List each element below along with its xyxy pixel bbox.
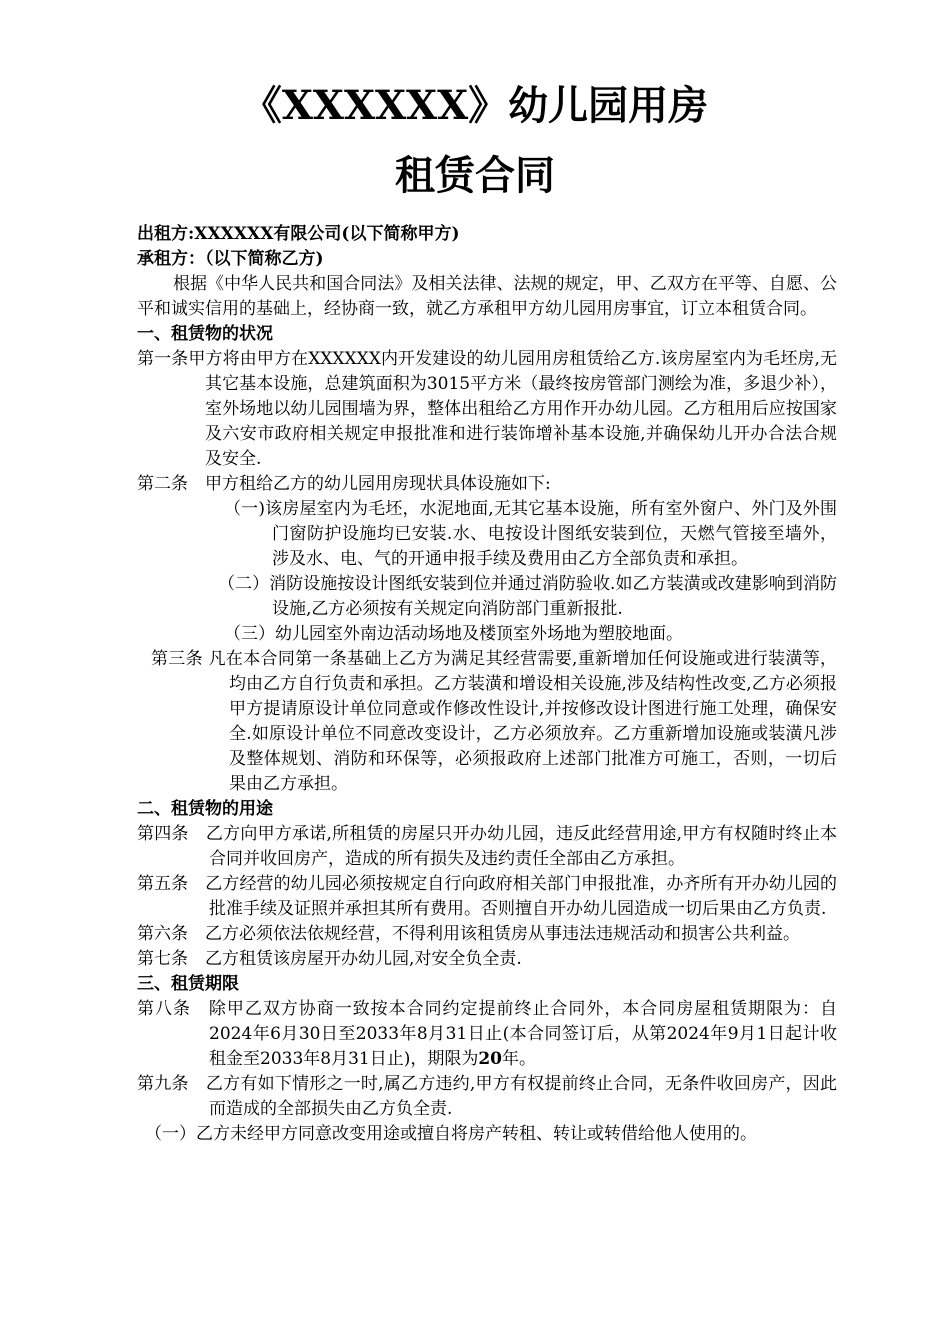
lessee-line: 承租方：（以下简称乙方) [137, 249, 324, 269]
article-1: 第一条甲方将由甲方在XXXXXX内开发建设的幼儿园用房租赁给乙方.该房屋室内为毛坯房,无其它基本设施，总建筑面积为3015平方米（最终按房管部门测绘为准，多退少补），室外场地以幼儿园围墙为界，整体出租给乙方用作开办幼儿园。乙方租用后应按国家及六安市政府相关规定申报批准和进行装饰增补基本设施,并确保幼儿开办合法合规及安全. [137, 349, 837, 469]
section-heading-2: 二、租赁物的用途 [137, 799, 273, 819]
article-8-suffix: 年。 [502, 1049, 537, 1069]
lease-term-years: 20 [478, 1049, 503, 1069]
article-2: 第二条 甲方租给乙方的幼儿园用房现状具体设施如下: [137, 474, 551, 494]
article-8-text: 第八条 除甲乙双方协商一致按本合同约定提前终止合同外，本合同房屋租赁期限为：自2024年6月30日至2033年8月31日止(本合同签订后，从第2024年9月1日起计收租金至2033年8月31日止)，期限为 [137, 999, 837, 1069]
section-heading-1: 一、租赁物的状况 [137, 324, 273, 344]
article-5: 第五条 乙方经营的幼儿园必须按规定自行向政府相关部门申报批准，办齐所有开办幼儿园的批准手续及证照并承担其所有费用。否则擅自开办幼儿园造成一切后果由乙方负责. [137, 874, 837, 919]
article-8 [137, 997, 837, 1072]
article-4: 第四条 乙方向甲方承诺,所租赁的房屋只开办幼儿园，违反此经营用途,甲方有权随时终止本合同并收回房产，造成的所有损失及违约责任全部由乙方承担。 [137, 824, 837, 869]
article-9: 第九条 乙方有如下情形之一时,属乙方违约,甲方有权提前终止合同，无条件收回房产，因此而造成的全部损失由乙方负全责. [137, 1074, 837, 1119]
article-3: 第三条 凡在本合同第一条基础上乙方为满足其经营需要,重新增加任何设施或进行装潢等，均由乙方自行负责和承担。乙方装潢和增设相关设施,涉及结构性改变,乙方必须报甲方提请原设计单位同意或作修改性设计,并按修改设计图进行施工处理，确保安全.如原设计单位不同意改变设计，乙方必须放弃。乙方重新增加设施或装潢凡涉及整体规划、消防和环保等，必须报政府上述部门批准方可施工，否则，一切后果由乙方承担。 [151, 649, 837, 794]
article-7: 第七条 乙方租赁该房屋开办幼儿园,对安全负全责. [137, 949, 522, 969]
article-9-item-1: （一）乙方未经甲方同意改变用途或擅自将房产转租、转让或转借给他人使用的。 [145, 1124, 757, 1144]
document-title-line-2: 租赁合同 [395, 152, 555, 199]
lessor-line: 出租方:XXXXXX有限公司(以下简称甲方) [137, 224, 460, 244]
section-heading-3: 三、租赁期限 [137, 974, 239, 994]
article-6: 第六条 乙方必须依法依规经营，不得利用该租赁房从事违法违规活动和损害公共利益。 [137, 924, 800, 944]
article-2-item-2: （二）消防设施按设计图纸安装到位并通过消防验收.如乙方装潢或改建影响到消防设施,乙方必须按有关规定向消防部门重新报批. [218, 574, 837, 619]
article-2-item-3: （三）幼儿园室外南边活动场地及楼顶室外场地为塑胶地面。 [224, 624, 683, 644]
preamble-paragraph: 根据《中华人民共和国合同法》及相关法律、法规的规定，甲、乙双方在平等、自愿、公平和诚实信用的基础上，经协商一致，就乙方承租甲方幼儿园用房事宜，订立本租赁合同。 [137, 274, 837, 319]
contract-body [137, 222, 837, 1147]
document-title-line-1: 《XXXXXX》幼儿园用房 [241, 82, 709, 129]
article-2-item-1: （一)该房屋室内为毛坯，水泥地面,无其它基本设施，所有室外窗户、外门及外围门窗防护设施均已安装.水、电按设计图纸安装到位，天燃气管接至墙外，涉及水、电、气的开通申报手续及费用由乙方全部负责和承担。 [224, 499, 837, 569]
